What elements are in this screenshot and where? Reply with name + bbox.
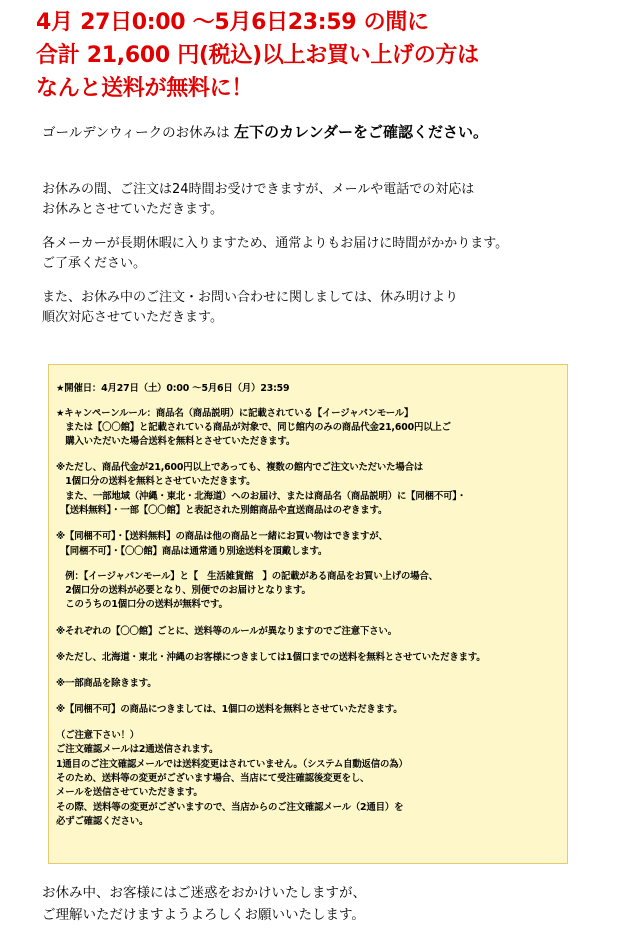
closing-line: お休み中、お客様にはご迷惑をおかけいたしますが、 xyxy=(42,885,366,901)
calendar-note: 左下のカレンダーをご確認ください。 xyxy=(233,123,488,141)
rule-line: ※一部商品を除きます。 xyxy=(56,678,157,689)
rule-line: 例：【イージャパンモール】と【 生活雑貨館 】の記載がある商品をお買い上げの場合、 xyxy=(56,571,438,582)
headline-line: なんと送料が無料に！ xyxy=(36,76,254,101)
rule-line: 【送料無料】・一部【〇〇館】と表記された別館商品や直送商品はのぞきます。 xyxy=(56,505,388,516)
rule-line: このうちの1個口分の送料が無料です。 xyxy=(56,599,228,610)
info-paragraph xyxy=(42,180,474,220)
rule-line: 1通目のご注文確認メールでは送料変更はされていません。（システム自動返信の為） xyxy=(56,759,408,770)
rule-line: ※それぞれの【〇〇館】ごとに、送料等のルールが異なりますのでご注意下さい。 xyxy=(56,626,397,637)
rule-line: ※ただし、商品代金が21,600円以上であっても、複数の館内でご注文いただいた場合は xyxy=(56,462,424,473)
rule-line: そのため、送料等の変更がございます場合、当店にて受注確認後変更をし、 xyxy=(56,773,370,784)
intro-text: ゴールデンウィークのお休みは xyxy=(42,125,234,141)
rule-line: メールを送信させていただきます。 xyxy=(56,787,203,798)
rule-line: その際、送料等の変更がございますので、当店からのご注文確認メール（2通目）を xyxy=(56,802,404,813)
rule-line: ★開催日：4月27日（土）0:00 ～5月6日（月）23:59 xyxy=(56,383,290,394)
rule-line: 2個口分の送料が必要となり、別便でのお届けとなります。 xyxy=(56,585,311,596)
rule-line: ※ただし、北海道・東北・沖縄のお客様につきましては1個口までの送料を無料とさせていただきます。 xyxy=(56,652,486,663)
rule-line: 必ずご確認ください。 xyxy=(56,816,149,827)
rule-line: または【〇〇館】と記載されている商品が対象で、同じ館内のみの商品代金21,600円以上ご xyxy=(56,422,451,433)
rule-line: 1個口分の送料を無料とさせていただきます。 xyxy=(56,476,256,487)
paragraph-line: お休みの間、ご注文は24時間お受けできますが、メールや電話での対応は xyxy=(42,182,475,197)
rule-line: ※【同梱不可】の商品につきましては、1個口の送料を無料とさせていただきます。 xyxy=(56,704,403,715)
rule-line: ★キャンペーンルール：商品名（商品説明）に記載されている【イージャパンモール】 xyxy=(56,408,414,419)
rule-line: ご注文確認メールは2通送信されます。 xyxy=(56,744,219,755)
headline-line: 4月 27日0:00 ～5月6日23:59 の間に xyxy=(36,10,429,35)
holiday-intro xyxy=(42,122,488,143)
closing-message xyxy=(42,882,366,926)
rule-line: 【同梱不可】・【〇〇館】商品は通常通り別途送料を頂戴します。 xyxy=(56,546,328,557)
campaign-headline xyxy=(36,6,479,105)
campaign-rules-box xyxy=(48,364,568,864)
paragraph-line: ご了承ください。 xyxy=(42,256,147,271)
headline-line: 合計 21,600 円(税込)以上お買い上げの方は xyxy=(36,43,479,68)
paragraph-line: 順次対応させていただきます。 xyxy=(42,310,223,325)
closing-line: ご理解いただけますようよろしくお願いいたします。 xyxy=(42,907,365,923)
paragraph-line: 各メーカーが長期休暇に入りますため、通常よりもお届けに時間がかかります。 xyxy=(42,236,509,251)
rule-line: 購入いただいた場合送料を無料とさせていただきます。 xyxy=(56,436,296,447)
info-paragraph xyxy=(42,234,508,274)
caution-heading: （ご注意下さい！） xyxy=(56,730,140,741)
paragraph-line: また、お休み中のご注文・お問い合わせに関しましては、休み明けより xyxy=(42,290,459,305)
rule-line: また、一部地域（沖縄・東北・北海道）へのお届け、または商品名（商品説明）に【同梱不可】・ xyxy=(56,491,467,502)
rule-line: ※【同梱不可】・【送料無料】の商品は他の商品と一緒にお買い物はできますが、 xyxy=(56,531,388,542)
info-paragraph xyxy=(42,288,458,328)
paragraph-line: お休みとさせていただきます。 xyxy=(42,202,223,217)
